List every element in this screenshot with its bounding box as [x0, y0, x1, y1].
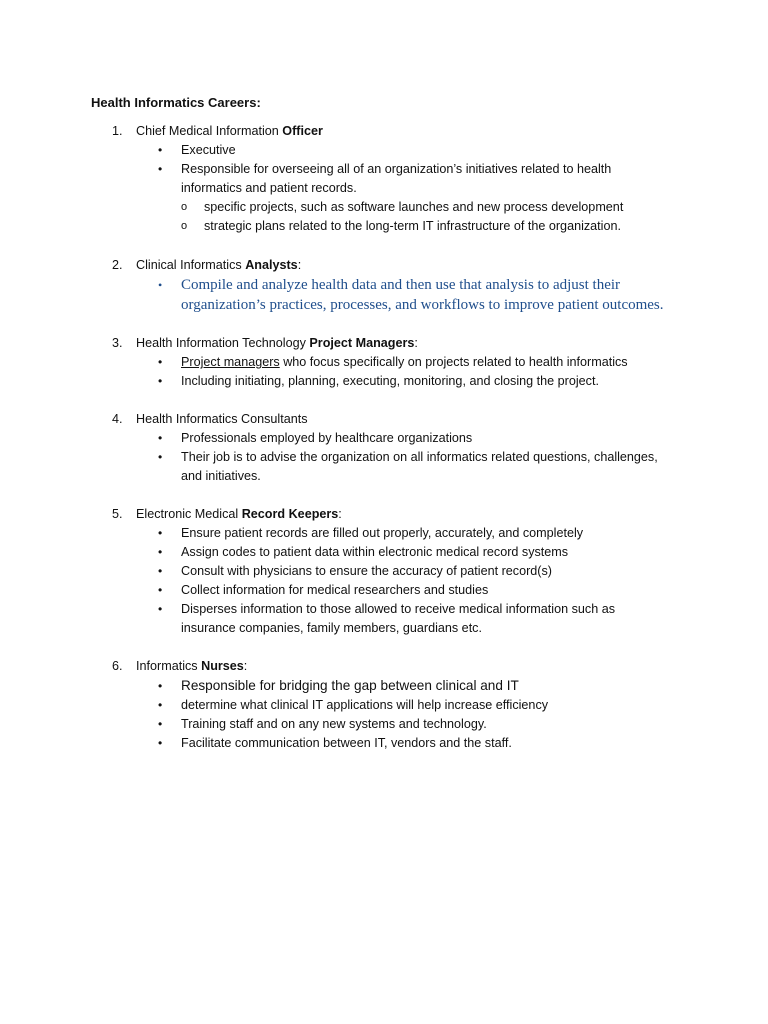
career-item-nurses [0, 656, 768, 753]
list-item [0, 696, 768, 715]
bullet-text: determine what clinical IT applications will help increase efficiency [181, 698, 549, 712]
career-title [136, 122, 323, 141]
sub-bullet-icon: o [181, 201, 188, 213]
bullet-text: Ensure patient records are filled out properly, accurately, and completely [181, 526, 584, 540]
list-item [0, 734, 768, 753]
bullet-icon: • [158, 602, 163, 616]
career-title [136, 410, 308, 429]
career-title-text: Informatics [136, 659, 202, 673]
career-item-record-keepers [0, 504, 768, 638]
sub-bullet-icon: o [181, 220, 188, 232]
list-item [0, 715, 768, 734]
bullet-icon: • [158, 355, 163, 369]
career-title-suffix: : [243, 659, 248, 673]
bullet-icon: • [158, 431, 163, 445]
list-item [0, 562, 768, 581]
career-title [136, 334, 418, 353]
list-item [0, 448, 768, 486]
bullet-icon: • [158, 526, 163, 540]
career-title [136, 657, 247, 676]
list-item [0, 524, 768, 543]
career-title-bold: Nurses [201, 659, 244, 673]
bullet-list [0, 353, 768, 391]
career-number: 5. [112, 507, 123, 521]
bullet-list [0, 141, 768, 236]
bullet-text: who focus specifically on projects related to health informatics [279, 355, 628, 369]
career-title-suffix: : [414, 336, 418, 350]
bullet-icon: • [158, 698, 163, 712]
bullet-icon: • [158, 717, 163, 731]
career-title-bold: Officer [282, 124, 323, 138]
bullet-text: Disperses information to those allowed to receive medical information such as insurance companies, family members, guardians etc. [181, 602, 615, 635]
sub-bullet-list [181, 198, 668, 236]
bullet-text: Compile and analyze health data and then use that analysis to adjust their organization’s practices, processes, and workflows to improve patient outcomes. [181, 277, 664, 313]
career-title-text: Health Informatics Consultants [136, 412, 308, 426]
sub-bullet-text: strategic plans related to the long-term IT infrastructure of the organization. [204, 219, 621, 233]
sub-bullet-text: specific projects, such as software launches and new process development [204, 200, 624, 214]
careers-list [0, 121, 768, 771]
career-number: 6. [112, 659, 123, 673]
bullet-text: Responsible for overseeing all of an organization’s initiatives related to health informatics and patient records. [181, 162, 612, 195]
career-title-text: Chief Medical Information [136, 124, 283, 138]
list-item [0, 141, 768, 160]
career-number: 4. [112, 412, 123, 426]
bullet-text: Assign codes to patient data within electronic medical record systems [181, 545, 569, 559]
bullet-list [0, 524, 768, 638]
bullet-text: Collect information for medical researchers and studies [181, 583, 489, 597]
bullet-list [0, 275, 768, 315]
bullet-text: Their job is to advise the organization on all informatics related questions, challenges, and initiatives. [181, 450, 658, 483]
career-item-cmio [0, 121, 768, 236]
career-title-bold: Record Keepers [241, 507, 339, 521]
list-item [0, 372, 768, 391]
bullet-text: Responsible for bridging the gap between clinical and IT [181, 678, 519, 693]
bullet-icon: • [158, 564, 163, 578]
bullet-text: Facilitate communication between IT, vendors and the staff. [181, 736, 512, 750]
bullet-icon: • [158, 545, 163, 559]
bullet-list [0, 429, 768, 486]
career-title-suffix: : [297, 258, 302, 272]
list-item [0, 543, 768, 562]
career-title [136, 505, 342, 524]
bullet-icon: • [158, 736, 163, 750]
bullet-icon: • [158, 374, 163, 388]
list-item [0, 676, 768, 696]
list-item [0, 353, 768, 372]
career-title-bold: Analysts [245, 258, 298, 272]
list-item [0, 160, 768, 236]
list-item [0, 600, 768, 638]
career-item-consultants [0, 409, 768, 486]
career-title-bold: Project Managers [309, 336, 415, 350]
career-title-text: Electronic Medical [136, 507, 242, 521]
bullet-icon: • [158, 278, 163, 292]
document-title: Health Informatics Careers: [91, 95, 261, 110]
career-number: 3. [112, 336, 123, 350]
sub-list-item [181, 198, 668, 217]
bullet-icon: • [158, 679, 163, 693]
project-managers-link[interactable]: Project managers [181, 355, 280, 369]
career-item-project-managers [0, 333, 768, 391]
sub-list-item [181, 217, 668, 236]
career-number: 2. [112, 258, 123, 272]
bullet-text: Training staff and on any new systems and technology. [181, 717, 487, 731]
career-item-analysts [0, 255, 768, 315]
bullet-icon: • [158, 583, 163, 597]
career-title-text: Health Information Technology [136, 336, 310, 350]
bullet-icon: • [158, 162, 163, 176]
career-title-suffix: : [338, 507, 342, 521]
career-title [136, 256, 301, 275]
career-title-text: Clinical Informatics [136, 258, 246, 272]
list-item [0, 581, 768, 600]
bullet-text: Executive [181, 143, 236, 157]
bullet-text: Professionals employed by healthcare organizations [181, 431, 473, 445]
career-number: 1. [112, 124, 123, 138]
bullet-text: Including initiating, planning, executing, monitoring, and closing the project. [181, 374, 599, 388]
bullet-text: Consult with physicians to ensure the accuracy of patient record(s) [181, 564, 552, 578]
list-item [0, 429, 768, 448]
bullet-icon: • [158, 450, 163, 464]
bullet-icon: • [158, 143, 163, 157]
bullet-list [0, 676, 768, 753]
list-item [0, 275, 768, 315]
